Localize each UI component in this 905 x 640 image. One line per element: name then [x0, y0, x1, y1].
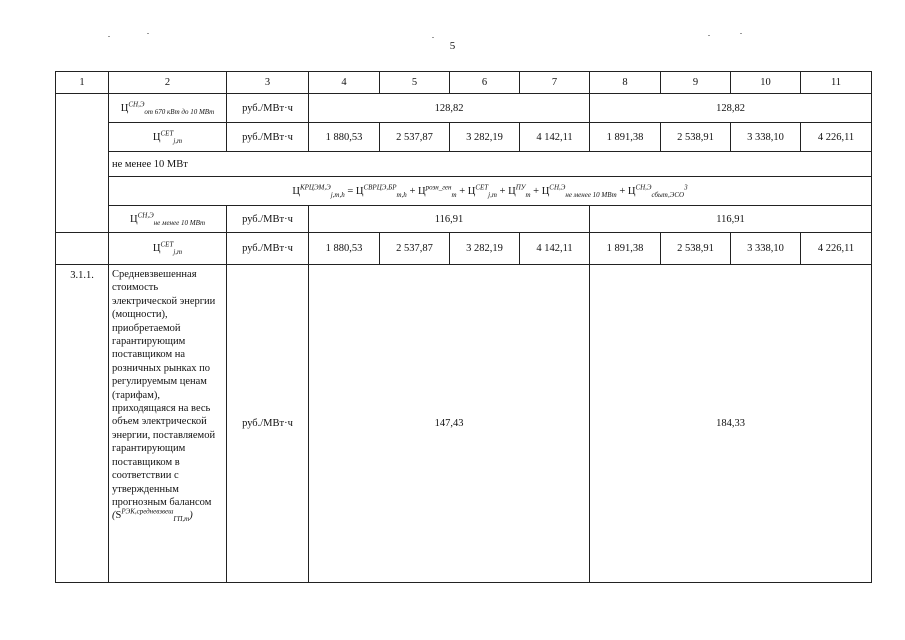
section-label: не менее 10 МВт — [109, 152, 872, 177]
scan-speck — [740, 33, 742, 34]
unit-cell: руб./МВт·ч — [227, 123, 309, 152]
header-cell: 4 — [309, 72, 380, 94]
page-number: 5 — [449, 40, 456, 52]
value-cell: 3 282,19 — [450, 233, 520, 265]
price-symbol: $Ц^{СН,Э}_{не менее 10 МВт}$ — [130, 211, 205, 227]
header-cell: 6 — [450, 72, 520, 94]
value-cell: 3 338,10 — [731, 123, 801, 152]
header-cell: 11 — [801, 72, 872, 94]
value-cell: 2 537,87 — [380, 233, 450, 265]
unit-cell: руб./МВт·ч — [227, 265, 309, 583]
symbol-cell — [109, 206, 227, 233]
header-cell: 2 — [109, 72, 227, 94]
header-row — [56, 72, 872, 94]
scan-speck — [432, 37, 434, 38]
row-number-cell: 3.1.1. — [56, 265, 109, 583]
price-symbol: $Ц^{СЕТ}_{j,m}$ — [152, 240, 183, 257]
header-cell: 7 — [520, 72, 590, 94]
value-cell: 1 891,38 — [590, 123, 661, 152]
description-symbol: $(S^{РЭК,средневзвеш}_{ГП,m})$ — [112, 507, 193, 524]
value-cell: 4 142,11 — [520, 233, 590, 265]
unit-cell: руб./МВт·ч — [227, 206, 309, 233]
table-row — [56, 123, 872, 152]
table-row — [56, 152, 872, 177]
price-symbol: $Ц^{СЕТ}_{j,m}$ — [152, 129, 183, 145]
header-cell: 10 — [731, 72, 801, 94]
formula-cell — [109, 177, 872, 206]
header-cell: 9 — [661, 72, 731, 94]
value-cell: 4 226,11 — [801, 233, 872, 265]
value-cell: 3 338,10 — [731, 233, 801, 265]
value-cell: 128,82 — [309, 94, 590, 123]
value-cell: 184,33 — [590, 265, 872, 583]
table-row — [56, 206, 872, 233]
value-cell: 1 891,38 — [590, 233, 661, 265]
value-cell: 4 142,11 — [520, 123, 590, 152]
table-row — [56, 94, 872, 123]
value-cell: 3 282,19 — [450, 123, 520, 152]
value-cell: 2 537,87 — [380, 123, 450, 152]
table-row — [56, 177, 872, 206]
value-cell: 128,82 — [590, 94, 872, 123]
scan-speck — [708, 35, 710, 36]
symbol-cell — [109, 233, 227, 265]
value-cell: 1 880,53 — [309, 123, 380, 152]
tariff-table — [55, 71, 872, 583]
price-symbol: $Ц^{СН,Э}_{от 670 кВт до 10 МВт}$ — [120, 100, 215, 116]
table-row — [56, 233, 872, 265]
symbol-cell — [109, 94, 227, 123]
symbol-cell — [109, 123, 227, 152]
header-cell: 8 — [590, 72, 661, 94]
row-number-cell — [56, 94, 109, 233]
description-text: Средневзвешенная стоимость электрической энергии (мощности), приобретаемой гарантирующим поставщиком на розничных рынках по регулируемым ценам (тарифам), приходящаяся на весь объем электрической энергии, поставляемой гарантирующим поставщиком в соответствии с утвержденным прогнозным балансом — [112, 269, 216, 508]
value-cell: 4 226,11 — [801, 123, 872, 152]
row-number-cell — [56, 233, 109, 265]
formula: $Ц^{КРЦЭМ,Э}_{j,m,h} = Ц^{СВРЦЭ,БР}_{m,h} + Ц^{розн\_ген}_m + Ц^{СЕТ}_{j,m} + Ц^{ПУ}_m + Ц^{СН,Э}_{не менее 10 МВт} + Ц^{СН,Э}_{сбыт,ЭСО}^3$ — [292, 183, 688, 199]
value-cell: 1 880,53 — [309, 233, 380, 265]
value-cell: 116,91 — [309, 206, 590, 233]
unit-cell: руб./МВт·ч — [227, 233, 309, 265]
header-cell: 5 — [380, 72, 450, 94]
header-cell: 3 — [227, 72, 309, 94]
footnote-marker: 3 — [684, 183, 688, 191]
value-cell: 116,91 — [590, 206, 872, 233]
header-cell: 1 — [56, 72, 109, 94]
scan-speck — [108, 36, 110, 37]
value-cell: 2 538,91 — [661, 233, 731, 265]
value-cell: 147,43 — [309, 265, 590, 583]
value-cell: 2 538,91 — [661, 123, 731, 152]
unit-cell: руб./МВт·ч — [227, 94, 309, 123]
table-row — [56, 265, 872, 583]
description-cell — [109, 265, 227, 583]
scan-speck — [147, 33, 149, 34]
